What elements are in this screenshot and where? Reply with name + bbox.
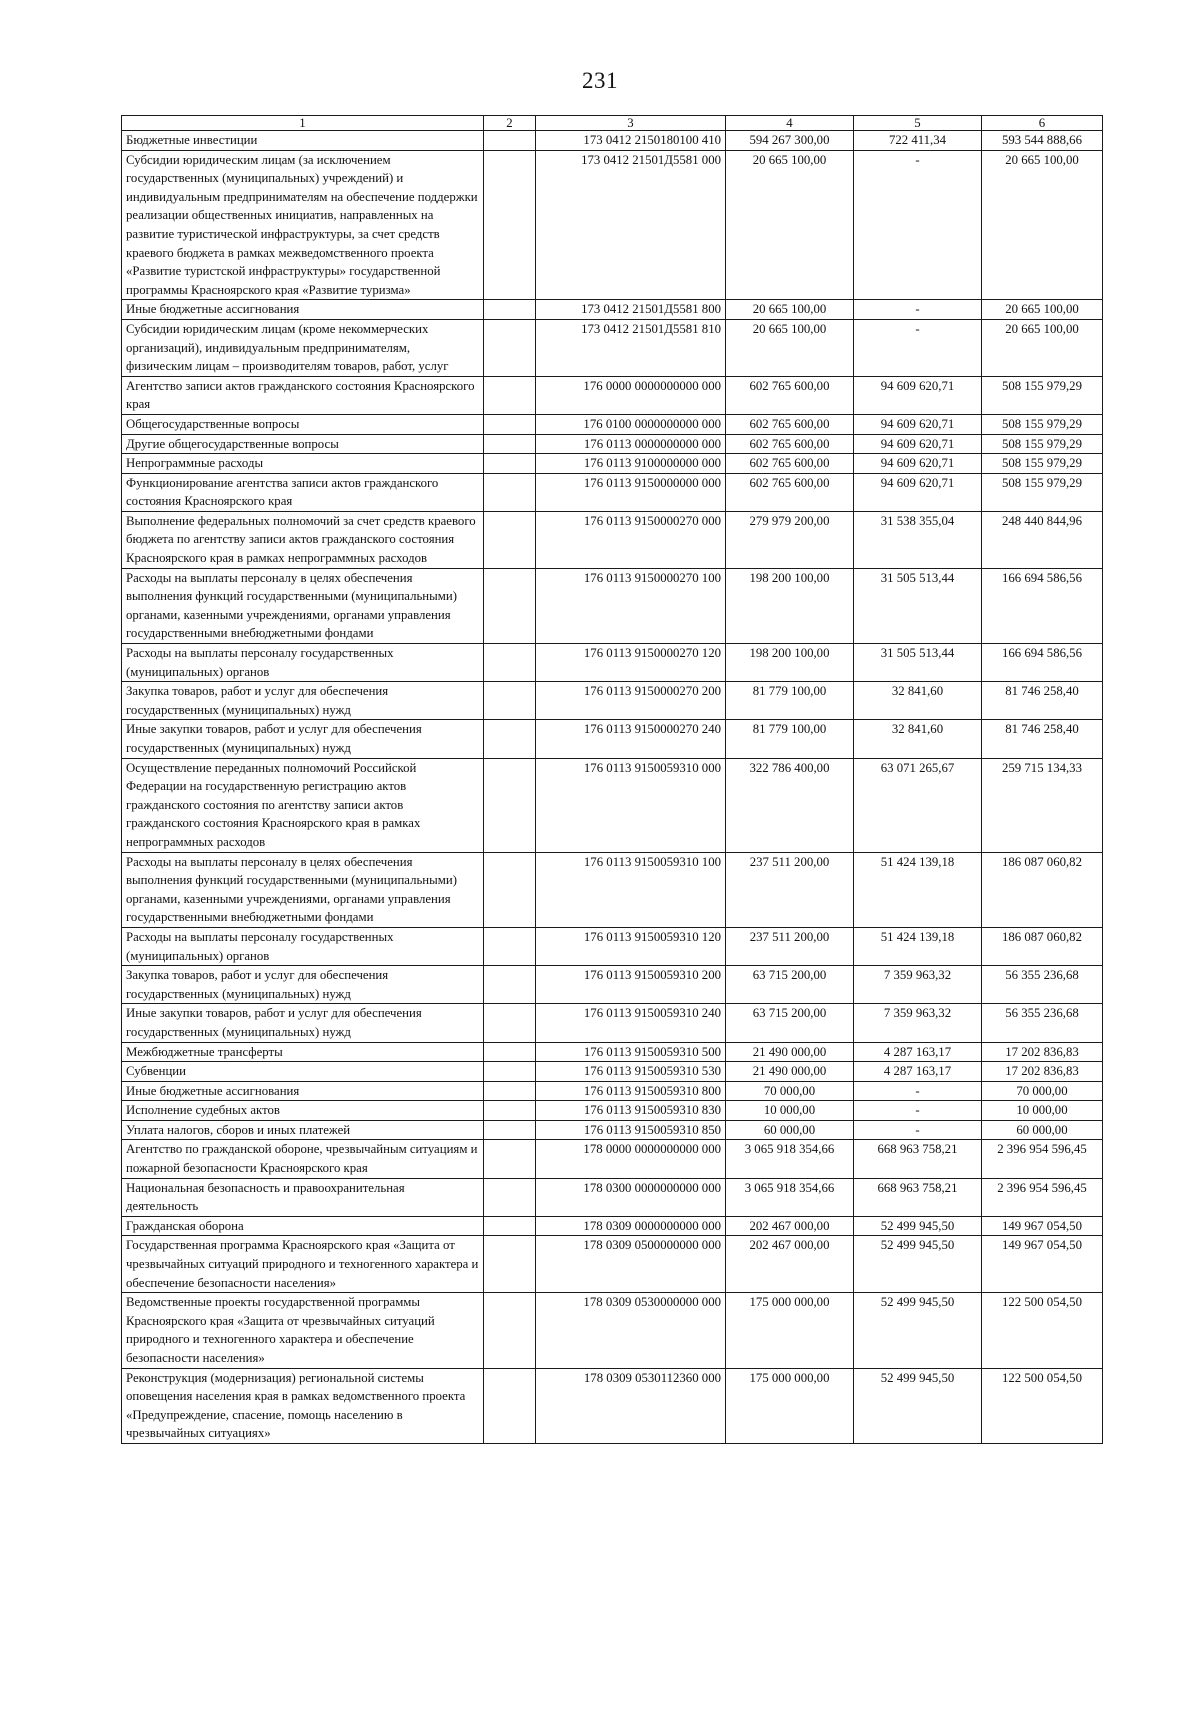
row-col2-cell xyxy=(484,376,536,414)
table-row xyxy=(122,319,1103,376)
header-col-4: 4 xyxy=(726,116,854,131)
row-name-cell: Иные закупки товаров, работ и услуг для обеспечения государственных (муниципальных) нужд xyxy=(122,1004,484,1042)
table-row xyxy=(122,1062,1103,1082)
row-code-cell: 178 0309 0530112360 000 xyxy=(536,1368,726,1443)
row-code-cell: 173 0412 21501Д5581 000 xyxy=(536,150,726,300)
table-row xyxy=(122,852,1103,927)
row-code-cell: 178 0309 0530000000 000 xyxy=(536,1293,726,1368)
row-col4-cell: 20 665 100,00 xyxy=(726,300,854,320)
row-col6-cell: 149 967 054,50 xyxy=(982,1236,1103,1293)
row-col6-cell: 2 396 954 596,45 xyxy=(982,1140,1103,1178)
row-name-cell: Исполнение судебных актов xyxy=(122,1101,484,1121)
row-col5-cell: 4 287 163,17 xyxy=(854,1062,982,1082)
row-name-cell: Гражданская оборона xyxy=(122,1216,484,1236)
row-name-cell: Непрограммные расходы xyxy=(122,454,484,474)
row-code-cell: 176 0113 9100000000 000 xyxy=(536,454,726,474)
row-code-cell: 176 0113 9150059310 200 xyxy=(536,966,726,1004)
row-name-cell: Расходы на выплаты персоналу в целях обеспечения выполнения функций государственными (муниципальными) органами, казенными учреждениями, органами управления государственными внебюджетными фондами xyxy=(122,852,484,927)
row-col4-cell: 60 000,00 xyxy=(726,1120,854,1140)
row-col4-cell: 3 065 918 354,66 xyxy=(726,1140,854,1178)
row-code-cell: 176 0113 9150000000 000 xyxy=(536,473,726,511)
row-col5-cell: 94 609 620,71 xyxy=(854,434,982,454)
row-col2-cell xyxy=(484,1216,536,1236)
row-col6-cell: 508 155 979,29 xyxy=(982,473,1103,511)
row-col2-cell xyxy=(484,1293,536,1368)
table-header xyxy=(122,116,1103,131)
table-row xyxy=(122,644,1103,682)
table-row xyxy=(122,1140,1103,1178)
row-col5-cell: 52 499 945,50 xyxy=(854,1216,982,1236)
table-row xyxy=(122,682,1103,720)
row-col4-cell: 81 779 100,00 xyxy=(726,682,854,720)
table-row xyxy=(122,150,1103,300)
row-col4-cell: 198 200 100,00 xyxy=(726,568,854,643)
row-col4-cell: 21 490 000,00 xyxy=(726,1062,854,1082)
table-row xyxy=(122,568,1103,643)
row-col6-cell: 508 155 979,29 xyxy=(982,434,1103,454)
row-col4-cell: 279 979 200,00 xyxy=(726,511,854,568)
row-col5-cell: 94 609 620,71 xyxy=(854,454,982,474)
row-code-cell: 176 0113 0000000000 000 xyxy=(536,434,726,454)
row-col6-cell: 10 000,00 xyxy=(982,1101,1103,1121)
row-code-cell: 176 0100 0000000000 000 xyxy=(536,414,726,434)
row-col6-cell: 20 665 100,00 xyxy=(982,319,1103,376)
row-col4-cell: 202 467 000,00 xyxy=(726,1236,854,1293)
table-row xyxy=(122,966,1103,1004)
row-col4-cell: 594 267 300,00 xyxy=(726,131,854,151)
row-name-cell: Иные закупки товаров, работ и услуг для обеспечения государственных (муниципальных) нужд xyxy=(122,720,484,758)
row-col4-cell: 322 786 400,00 xyxy=(726,758,854,852)
table-row xyxy=(122,1120,1103,1140)
table-row xyxy=(122,473,1103,511)
row-col6-cell: 248 440 844,96 xyxy=(982,511,1103,568)
row-code-cell: 176 0113 9150059310 120 xyxy=(536,927,726,965)
row-code-cell: 176 0113 9150059310 100 xyxy=(536,852,726,927)
row-col2-cell xyxy=(484,131,536,151)
row-name-cell: Расходы на выплаты персоналу в целях обеспечения выполнения функций государственными (муниципальными) органами, казенными учреждениями, органами управления государственными внебюджетными фондами xyxy=(122,568,484,643)
row-col2-cell xyxy=(484,300,536,320)
row-col4-cell: 175 000 000,00 xyxy=(726,1368,854,1443)
row-code-cell: 178 0309 0000000000 000 xyxy=(536,1216,726,1236)
row-name-cell: Иные бюджетные ассигнования xyxy=(122,1081,484,1101)
row-col4-cell: 70 000,00 xyxy=(726,1081,854,1101)
row-col6-cell: 122 500 054,50 xyxy=(982,1368,1103,1443)
row-col6-cell: 508 155 979,29 xyxy=(982,454,1103,474)
row-col5-cell: 31 538 355,04 xyxy=(854,511,982,568)
budget-table xyxy=(121,115,1103,1444)
row-col5-cell: - xyxy=(854,1101,982,1121)
row-col2-cell xyxy=(484,758,536,852)
row-code-cell: 176 0000 0000000000 000 xyxy=(536,376,726,414)
row-col2-cell xyxy=(484,1101,536,1121)
row-col2-cell xyxy=(484,1236,536,1293)
row-col6-cell: 149 967 054,50 xyxy=(982,1216,1103,1236)
row-col2-cell xyxy=(484,1004,536,1042)
row-name-cell: Расходы на выплаты персоналу государственных (муниципальных) органов xyxy=(122,644,484,682)
row-name-cell: Другие общегосударственные вопросы xyxy=(122,434,484,454)
row-name-cell: Расходы на выплаты персоналу государственных (муниципальных) органов xyxy=(122,927,484,965)
row-code-cell: 176 0113 9150000270 240 xyxy=(536,720,726,758)
row-col5-cell: 31 505 513,44 xyxy=(854,568,982,643)
row-col4-cell: 21 490 000,00 xyxy=(726,1042,854,1062)
table-row xyxy=(122,1042,1103,1062)
row-col2-cell xyxy=(484,150,536,300)
header-row xyxy=(122,116,1103,131)
row-code-cell: 176 0113 9150059310 530 xyxy=(536,1062,726,1082)
row-col2-cell xyxy=(484,682,536,720)
row-col6-cell: 81 746 258,40 xyxy=(982,720,1103,758)
table-row xyxy=(122,1236,1103,1293)
row-col5-cell: - xyxy=(854,1120,982,1140)
row-col2-cell xyxy=(484,1120,536,1140)
row-col4-cell: 175 000 000,00 xyxy=(726,1293,854,1368)
row-name-cell: Агентство по гражданской обороне, чрезвычайным ситуациям и пожарной безопасности Красноярского края xyxy=(122,1140,484,1178)
row-col5-cell: 52 499 945,50 xyxy=(854,1236,982,1293)
row-col5-cell: 51 424 139,18 xyxy=(854,852,982,927)
row-col6-cell: 56 355 236,68 xyxy=(982,1004,1103,1042)
row-code-cell: 178 0300 0000000000 000 xyxy=(536,1178,726,1216)
row-col5-cell: 668 963 758,21 xyxy=(854,1178,982,1216)
row-col6-cell: 60 000,00 xyxy=(982,1120,1103,1140)
row-col4-cell: 602 765 600,00 xyxy=(726,376,854,414)
row-name-cell: Агентство записи актов гражданского состояния Красноярского края xyxy=(122,376,484,414)
row-col2-cell xyxy=(484,319,536,376)
table-row xyxy=(122,1004,1103,1042)
row-name-cell: Реконструкция (модернизация) региональной системы оповещения населения края в рамках ведомственного проекта «Предупреждение, спасение, помощь населению в чрезвычайных ситуациях» xyxy=(122,1368,484,1443)
row-name-cell: Ведомственные проекты государственной программы Красноярского края «Защита от чрезвычайных ситуаций природного и техногенного характера и обеспечение безопасности населения» xyxy=(122,1293,484,1368)
row-col5-cell: 31 505 513,44 xyxy=(854,644,982,682)
row-name-cell: Осуществление переданных полномочий Российской Федерации на государственную регистрацию актов гражданского состояния по агентству записи актов гражданского состояния Красноярского края в рамках непрограммных расходов xyxy=(122,758,484,852)
row-col6-cell: 122 500 054,50 xyxy=(982,1293,1103,1368)
table-row xyxy=(122,454,1103,474)
row-col2-cell xyxy=(484,1081,536,1101)
row-code-cell: 176 0113 9150000270 200 xyxy=(536,682,726,720)
row-col5-cell: 32 841,60 xyxy=(854,720,982,758)
header-col-6: 6 xyxy=(982,116,1103,131)
row-col4-cell: 602 765 600,00 xyxy=(726,414,854,434)
row-col4-cell: 10 000,00 xyxy=(726,1101,854,1121)
row-col5-cell: 722 411,34 xyxy=(854,131,982,151)
row-code-cell: 176 0113 9150059310 500 xyxy=(536,1042,726,1062)
header-col-3: 3 xyxy=(536,116,726,131)
row-col4-cell: 63 715 200,00 xyxy=(726,1004,854,1042)
row-col5-cell: 4 287 163,17 xyxy=(854,1042,982,1062)
row-name-cell: Субсидии юридическим лицам (кроме некоммерческих организаций), индивидуальным предпринимателям, физическим лицам – производителям товаров, работ, услуг xyxy=(122,319,484,376)
table-row xyxy=(122,131,1103,151)
row-col2-cell xyxy=(484,1042,536,1062)
row-col6-cell: 508 155 979,29 xyxy=(982,376,1103,414)
table-row xyxy=(122,720,1103,758)
row-col5-cell: 7 359 963,32 xyxy=(854,966,982,1004)
row-name-cell: Иные бюджетные ассигнования xyxy=(122,300,484,320)
row-col6-cell: 20 665 100,00 xyxy=(982,150,1103,300)
row-col6-cell: 186 087 060,82 xyxy=(982,927,1103,965)
row-col6-cell: 186 087 060,82 xyxy=(982,852,1103,927)
row-col4-cell: 602 765 600,00 xyxy=(726,454,854,474)
row-col6-cell: 81 746 258,40 xyxy=(982,682,1103,720)
row-col5-cell: - xyxy=(854,300,982,320)
row-col4-cell: 602 765 600,00 xyxy=(726,434,854,454)
row-col6-cell: 166 694 586,56 xyxy=(982,644,1103,682)
row-name-cell: Выполнение федеральных полномочий за счет средств краевого бюджета по агентству записи актов гражданского состояния Красноярского края в рамках непрограммных расходов xyxy=(122,511,484,568)
row-col6-cell: 20 665 100,00 xyxy=(982,300,1103,320)
row-code-cell: 176 0113 9150059310 000 xyxy=(536,758,726,852)
row-col2-cell xyxy=(484,644,536,682)
row-col5-cell: - xyxy=(854,1081,982,1101)
row-name-cell: Государственная программа Красноярского края «Защита от чрезвычайных ситуаций природного и техногенного характера и обеспечение безопасности населения» xyxy=(122,1236,484,1293)
row-col5-cell: 63 071 265,67 xyxy=(854,758,982,852)
row-col6-cell: 166 694 586,56 xyxy=(982,568,1103,643)
row-col5-cell: - xyxy=(854,319,982,376)
row-name-cell: Закупка товаров, работ и услуг для обеспечения государственных (муниципальных) нужд xyxy=(122,682,484,720)
row-col5-cell: 94 609 620,71 xyxy=(854,473,982,511)
row-name-cell: Субсидии юридическим лицам (за исключением государственных (муниципальных) учреждений) и индивидуальным предпринимателям на обеспечение поддержки реализации общественных инициатив, направленных на развитие туристической инфраструктуры, за счет средств краевого бюджета в рамках межведомственного проекта «Развитие туристской инфраструктуры» государственной программы Красноярского края «Развитие туризма» xyxy=(122,150,484,300)
row-col4-cell: 20 665 100,00 xyxy=(726,150,854,300)
row-col5-cell: 52 499 945,50 xyxy=(854,1293,982,1368)
row-col4-cell: 202 467 000,00 xyxy=(726,1216,854,1236)
row-col4-cell: 602 765 600,00 xyxy=(726,473,854,511)
row-name-cell: Уплата налогов, сборов и иных платежей xyxy=(122,1120,484,1140)
row-col4-cell: 63 715 200,00 xyxy=(726,966,854,1004)
row-col4-cell: 20 665 100,00 xyxy=(726,319,854,376)
row-name-cell: Субвенции xyxy=(122,1062,484,1082)
row-code-cell: 173 0412 21501Д5581 800 xyxy=(536,300,726,320)
row-col2-cell xyxy=(484,1368,536,1443)
row-col5-cell: 94 609 620,71 xyxy=(854,414,982,434)
row-col2-cell xyxy=(484,454,536,474)
row-col6-cell: 17 202 836,83 xyxy=(982,1062,1103,1082)
row-col2-cell xyxy=(484,511,536,568)
row-col4-cell: 81 779 100,00 xyxy=(726,720,854,758)
table-row xyxy=(122,376,1103,414)
row-col4-cell: 237 511 200,00 xyxy=(726,927,854,965)
table-row xyxy=(122,1368,1103,1443)
table-row xyxy=(122,1293,1103,1368)
row-col2-cell xyxy=(484,852,536,927)
row-name-cell: Функционирование агентства записи актов гражданского состояния Красноярского края xyxy=(122,473,484,511)
row-col2-cell xyxy=(484,434,536,454)
row-col6-cell: 70 000,00 xyxy=(982,1081,1103,1101)
table-row xyxy=(122,300,1103,320)
row-col4-cell: 198 200 100,00 xyxy=(726,644,854,682)
row-code-cell: 176 0113 9150059310 800 xyxy=(536,1081,726,1101)
table-row xyxy=(122,511,1103,568)
row-code-cell: 178 0000 0000000000 000 xyxy=(536,1140,726,1178)
row-col5-cell: 32 841,60 xyxy=(854,682,982,720)
row-col5-cell: 52 499 945,50 xyxy=(854,1368,982,1443)
row-code-cell: 178 0309 0500000000 000 xyxy=(536,1236,726,1293)
header-col-2: 2 xyxy=(484,116,536,131)
row-code-cell: 173 0412 2150180100 410 xyxy=(536,131,726,151)
row-code-cell: 176 0113 9150059310 850 xyxy=(536,1120,726,1140)
row-code-cell: 173 0412 21501Д5581 810 xyxy=(536,319,726,376)
row-col2-cell xyxy=(484,1062,536,1082)
row-name-cell: Общегосударственные вопросы xyxy=(122,414,484,434)
row-col6-cell: 2 396 954 596,45 xyxy=(982,1178,1103,1216)
row-col2-cell xyxy=(484,1178,536,1216)
row-col4-cell: 3 065 918 354,66 xyxy=(726,1178,854,1216)
row-col5-cell: 7 359 963,32 xyxy=(854,1004,982,1042)
row-col5-cell: 668 963 758,21 xyxy=(854,1140,982,1178)
table-row xyxy=(122,1178,1103,1216)
row-col5-cell: 51 424 139,18 xyxy=(854,927,982,965)
row-col6-cell: 56 355 236,68 xyxy=(982,966,1103,1004)
row-col6-cell: 17 202 836,83 xyxy=(982,1042,1103,1062)
row-code-cell: 176 0113 9150059310 830 xyxy=(536,1101,726,1121)
table-row xyxy=(122,1081,1103,1101)
row-col6-cell: 259 715 134,33 xyxy=(982,758,1103,852)
row-col6-cell: 508 155 979,29 xyxy=(982,414,1103,434)
row-col5-cell: - xyxy=(854,150,982,300)
row-name-cell: Межбюджетные трансферты xyxy=(122,1042,484,1062)
row-col4-cell: 237 511 200,00 xyxy=(726,852,854,927)
header-col-1: 1 xyxy=(122,116,484,131)
row-name-cell: Бюджетные инвестиции xyxy=(122,131,484,151)
table-body xyxy=(122,131,1103,1444)
row-col5-cell: 94 609 620,71 xyxy=(854,376,982,414)
row-col2-cell xyxy=(484,473,536,511)
row-col2-cell xyxy=(484,720,536,758)
row-col2-cell xyxy=(484,414,536,434)
row-col2-cell xyxy=(484,966,536,1004)
row-col2-cell xyxy=(484,927,536,965)
row-col6-cell: 593 544 888,66 xyxy=(982,131,1103,151)
header-col-5: 5 xyxy=(854,116,982,131)
row-name-cell: Закупка товаров, работ и услуг для обеспечения государственных (муниципальных) нужд xyxy=(122,966,484,1004)
row-name-cell: Национальная безопасность и правоохранительная деятельность xyxy=(122,1178,484,1216)
row-col2-cell xyxy=(484,1140,536,1178)
row-code-cell: 176 0113 9150000270 120 xyxy=(536,644,726,682)
row-code-cell: 176 0113 9150000270 100 xyxy=(536,568,726,643)
table-row xyxy=(122,434,1103,454)
table-row xyxy=(122,1216,1103,1236)
page-number: 231 xyxy=(582,68,618,93)
table-row xyxy=(122,927,1103,965)
table-row xyxy=(122,414,1103,434)
row-code-cell: 176 0113 9150059310 240 xyxy=(536,1004,726,1042)
table-row xyxy=(122,758,1103,852)
row-code-cell: 176 0113 9150000270 000 xyxy=(536,511,726,568)
table-row xyxy=(122,1101,1103,1121)
row-col2-cell xyxy=(484,568,536,643)
